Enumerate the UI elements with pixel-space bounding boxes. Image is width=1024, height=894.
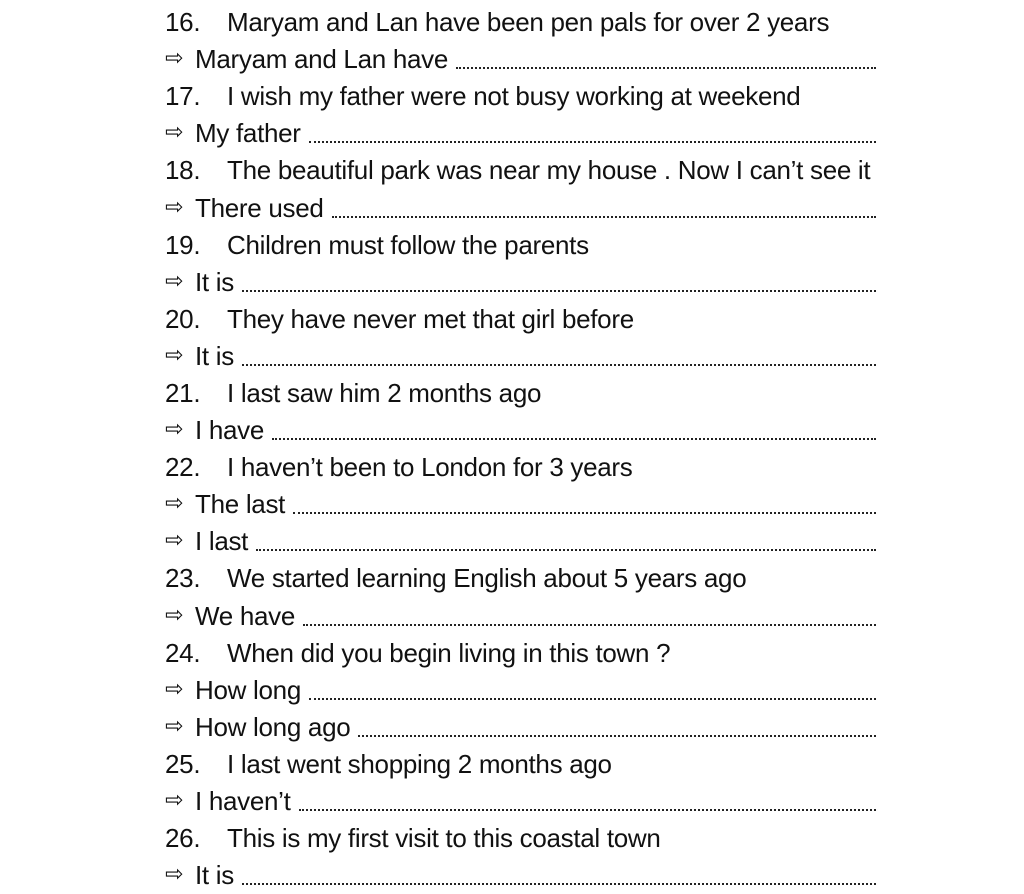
answer-prompt: My father <box>195 118 301 149</box>
question-text: I wish my father were not busy working at weekend <box>227 81 801 112</box>
question-number: 17. <box>165 81 201 112</box>
answer-line <box>165 412 880 449</box>
question-number: 20. <box>165 303 201 334</box>
question-number: 21. <box>165 377 201 408</box>
answer-blank[interactable] <box>303 624 876 626</box>
answer-prompt: How long <box>195 674 301 705</box>
answer-blank[interactable] <box>293 512 876 514</box>
answer-line <box>165 189 880 226</box>
question-text: I haven’t been to London for 3 years <box>227 452 633 483</box>
question-text: I last saw him 2 months ago <box>227 377 542 408</box>
answer-prompt: We have <box>195 600 296 631</box>
answer-prompt: It is <box>195 266 234 297</box>
arrow-right-outline-icon: ⇨ <box>165 602 184 628</box>
answer-line <box>165 264 880 301</box>
answer-blank[interactable] <box>256 549 876 551</box>
answer-line <box>165 523 880 560</box>
question-line <box>165 375 880 412</box>
answer-prompt: The last <box>195 489 286 520</box>
answer-blank[interactable] <box>358 735 876 737</box>
answer-blank[interactable] <box>272 438 876 440</box>
answer-blank[interactable] <box>309 698 876 700</box>
question-line <box>165 560 880 597</box>
question-number: 24. <box>165 637 201 668</box>
arrow-right-outline-icon: ⇨ <box>165 491 184 517</box>
question-line <box>165 449 880 486</box>
question-number: 22. <box>165 452 201 483</box>
question-line <box>165 635 880 672</box>
arrow-right-outline-icon: ⇨ <box>165 417 184 443</box>
question-number: 23. <box>165 563 201 594</box>
question-text: I last went shopping 2 months ago <box>227 748 612 779</box>
answer-line <box>165 115 880 152</box>
answer-line <box>165 41 880 78</box>
answer-blank[interactable] <box>456 67 876 69</box>
arrow-right-outline-icon: ⇨ <box>165 46 184 72</box>
question-number: 16. <box>165 7 201 38</box>
arrow-right-outline-icon: ⇨ <box>165 268 184 294</box>
answer-blank[interactable] <box>242 883 876 885</box>
question-text: We started learning English about 5 years ago <box>227 563 747 594</box>
question-line <box>165 227 880 264</box>
arrow-right-outline-icon: ⇨ <box>165 194 184 220</box>
answer-prompt: It is <box>195 860 234 891</box>
answer-prompt: I haven’t <box>195 786 291 817</box>
question-text: This is my first visit to this coastal town <box>227 823 661 854</box>
answer-prompt: How long ago <box>195 711 351 742</box>
answer-blank[interactable] <box>299 809 876 811</box>
answer-line <box>165 857 880 894</box>
question-line <box>165 820 880 857</box>
answer-blank[interactable] <box>332 216 876 218</box>
answer-blank[interactable] <box>309 141 876 143</box>
answer-prompt: It is <box>195 340 234 371</box>
arrow-right-outline-icon: ⇨ <box>165 120 184 146</box>
question-line <box>165 152 880 189</box>
answer-line <box>165 338 880 375</box>
question-number: 18. <box>165 155 201 186</box>
answer-prompt: There used <box>195 192 324 223</box>
answer-line <box>165 598 880 635</box>
question-line <box>165 301 880 338</box>
answer-line <box>165 709 880 746</box>
question-number: 26. <box>165 823 201 854</box>
question-text: Children must follow the parents <box>227 229 589 260</box>
arrow-right-outline-icon: ⇨ <box>165 713 184 739</box>
answer-prompt: I have <box>195 415 265 446</box>
arrow-right-outline-icon: ⇨ <box>165 788 184 814</box>
question-line <box>165 4 880 41</box>
arrow-right-outline-icon: ⇨ <box>165 528 184 554</box>
answer-blank[interactable] <box>242 290 876 292</box>
arrow-right-outline-icon: ⇨ <box>165 342 184 368</box>
answer-line <box>165 672 880 709</box>
question-number: 25. <box>165 748 201 779</box>
question-number: 19. <box>165 229 201 260</box>
question-line <box>165 78 880 115</box>
question-text: Maryam and Lan have been pen pals for over 2 years <box>227 7 830 38</box>
question-text: They have never met that girl before <box>227 303 634 334</box>
question-text: When did you begin living in this town ? <box>227 637 671 668</box>
question-line <box>165 746 880 783</box>
arrow-right-outline-icon: ⇨ <box>165 862 184 888</box>
answer-prompt: I last <box>195 526 249 557</box>
arrow-right-outline-icon: ⇨ <box>165 676 184 702</box>
exercise-sheet <box>165 4 880 894</box>
answer-blank[interactable] <box>242 364 876 366</box>
question-text: The beautiful park was near my house . Now I can’t see it <box>227 155 871 186</box>
answer-line <box>165 783 880 820</box>
answer-prompt: Maryam and Lan have <box>195 44 449 75</box>
answer-line <box>165 486 880 523</box>
